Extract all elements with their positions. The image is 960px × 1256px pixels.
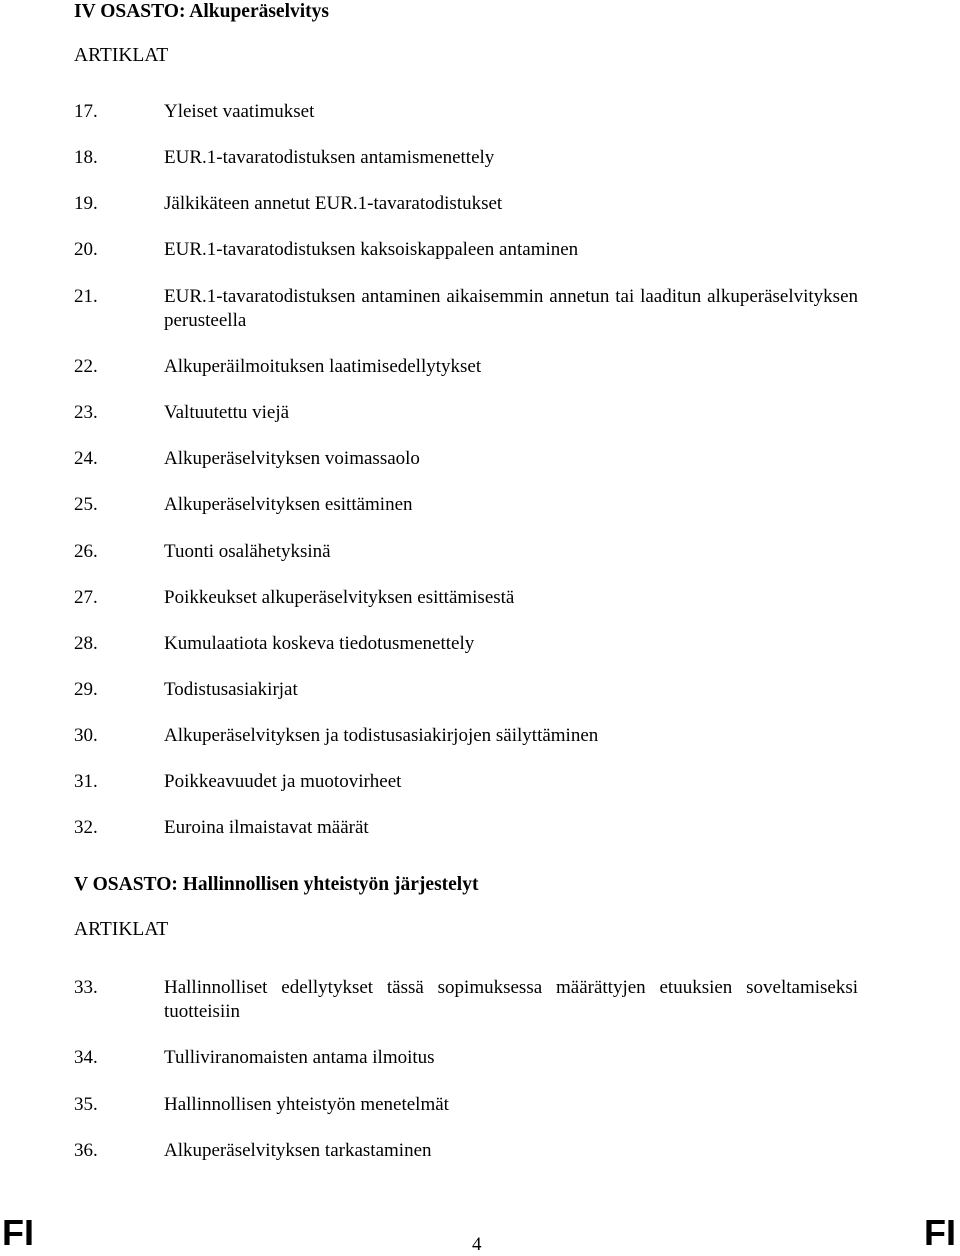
article-title: EUR.1-tavaratodistuksen antaminen aikaisemmin annetun tai laaditun alkuperäselvityksen perusteella	[164, 286, 858, 331]
article-title: EUR.1-tavaratodistuksen antamismenettely	[164, 147, 495, 168]
section-iv-subtitle: ARTIKLAT	[74, 45, 169, 66]
article-item	[74, 401, 858, 425]
article-number: 31.	[74, 771, 98, 792]
article-number: 19.	[74, 193, 98, 214]
article-item	[74, 1139, 858, 1163]
article-title: Alkuperäilmoituksen laatimisedellytykset	[164, 356, 482, 377]
article-title: Hallinnollisen yhteistyön menetelmät	[164, 1094, 449, 1115]
article-number: 25.	[74, 494, 98, 515]
article-title: Alkuperäselvityksen voimassaolo	[164, 448, 420, 469]
article-number: 34.	[74, 1047, 98, 1068]
article-title: Valtuutettu viejä	[164, 402, 290, 423]
article-title: Poikkeukset alkuperäselvityksen esittämisestä	[164, 587, 515, 608]
article-title: Euroina ilmaistavat määrät	[164, 817, 369, 838]
article-title: Alkuperäselvityksen tarkastaminen	[164, 1140, 432, 1161]
footer-language-mark-right: FI	[924, 1212, 956, 1253]
article-number: 32.	[74, 817, 98, 838]
article-item	[74, 816, 858, 840]
article-title: Alkuperäselvityksen ja todistusasiakirjojen säilyttäminen	[164, 725, 599, 746]
article-title: Todistusasiakirjat	[164, 679, 298, 700]
article-item	[74, 238, 858, 262]
section-v-title: V OSASTO: Hallinnollisen yhteistyön järjestelyt	[74, 874, 479, 895]
article-item	[74, 100, 858, 124]
article-title: Tuonti osalähetyksinä	[164, 541, 331, 562]
article-number: 21.	[74, 286, 98, 307]
article-number: 27.	[74, 587, 98, 608]
article-number: 17.	[74, 101, 98, 122]
article-item	[74, 678, 858, 702]
article-item	[74, 1093, 858, 1117]
section-iv-title: IV OSASTO: Alkuperäselvitys	[74, 1, 330, 22]
article-item	[74, 285, 858, 333]
article-number: 35.	[74, 1094, 98, 1115]
article-number: 28.	[74, 633, 98, 654]
article-number: 23.	[74, 402, 98, 423]
article-item	[74, 976, 858, 1024]
article-title: Jälkikäteen annetut EUR.1-tavaratodistukset	[164, 193, 503, 214]
article-number: 24.	[74, 448, 98, 469]
article-item	[74, 724, 858, 748]
page-number: 4	[472, 1234, 482, 1255]
article-item	[74, 146, 858, 170]
article-number: 29.	[74, 679, 98, 700]
article-number: 22.	[74, 356, 98, 377]
article-title: Hallinnolliset edellytykset tässä sopimuksessa määrättyjen etuuksien soveltamiseksi tuotteisiin	[164, 977, 858, 1022]
article-number: 30.	[74, 725, 98, 746]
article-item	[74, 540, 858, 564]
section-v-subtitle: ARTIKLAT	[74, 919, 169, 940]
article-item	[74, 586, 858, 610]
article-title: Kumulaatiota koskeva tiedotusmenettely	[164, 633, 475, 654]
article-item	[74, 493, 858, 517]
article-number: 18.	[74, 147, 98, 168]
article-item	[74, 1046, 858, 1070]
article-item	[74, 632, 858, 656]
article-item	[74, 770, 858, 794]
article-item	[74, 192, 858, 216]
footer-language-mark-left: FI	[2, 1212, 34, 1253]
article-item	[74, 447, 858, 471]
article-number: 20.	[74, 239, 98, 260]
article-title: Poikkeavuudet ja muotovirheet	[164, 771, 402, 792]
article-number: 33.	[74, 977, 98, 998]
article-title: Tulliviranomaisten antama ilmoitus	[164, 1047, 435, 1068]
article-title: EUR.1-tavaratodistuksen kaksoiskappaleen antaminen	[164, 239, 579, 260]
article-number: 36.	[74, 1140, 98, 1161]
article-title: Alkuperäselvityksen esittäminen	[164, 494, 413, 515]
article-item	[74, 355, 858, 379]
article-title: Yleiset vaatimukset	[164, 101, 315, 122]
article-number: 26.	[74, 541, 98, 562]
